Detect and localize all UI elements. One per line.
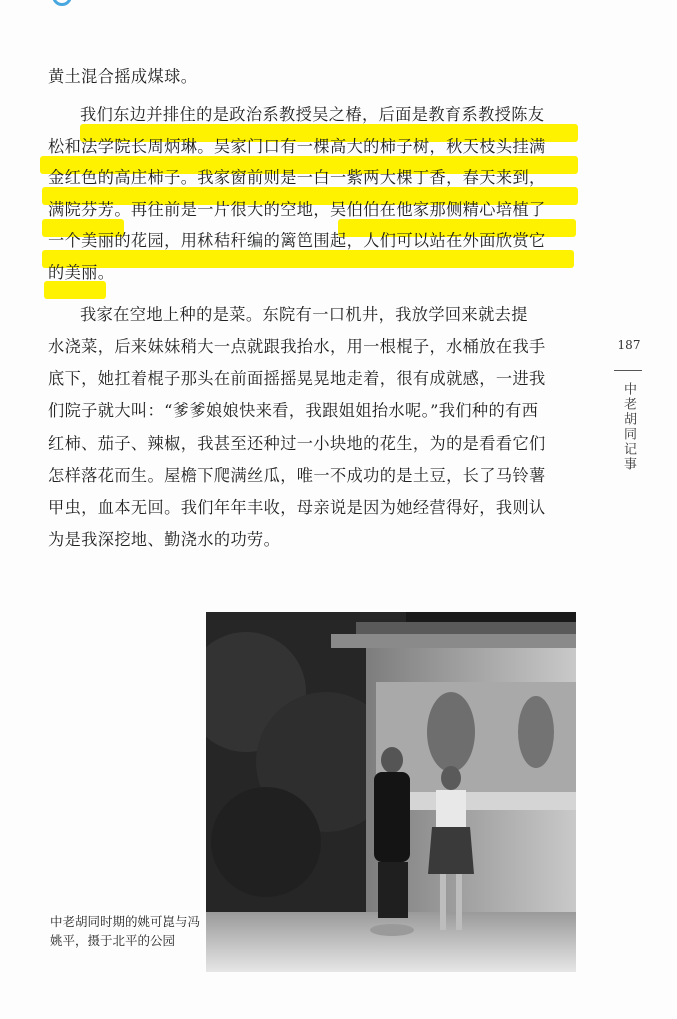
side-divider [614,370,642,371]
text-line: 松和法学院长周炳琳。吴家门口有一棵高大的柿子树，秋天枝头挂满 [48,137,546,156]
text-line: 底下，她扛着棍子那头在前面摇摇晃晃地走着，很有成就感，一进我 [48,369,546,388]
photo-illustration [206,612,576,972]
text-line: 甲虫，血本无回。我们年年丰收，母亲说是因为她经营得好，我则认 [48,498,546,517]
text-line: 我们东边并排住的是政治系教授吴之椿，后面是教育系教授陈友 [80,105,545,124]
text-line: 满院芬芳。再往前是一片很大的空地，吴伯伯在他家那侧精心培植了 [48,200,546,219]
circle-mark-icon [52,0,72,6]
text-line: 红柿、茄子、辣椒，我甚至还种过一小块地的花生，为的是看看它们 [48,434,546,453]
text-line: 水浇菜，后来妹妹稍大一点就跟我抬水，用一根棍子，水桶放在我手 [48,337,546,356]
text-line: 的美丽。 [48,263,115,282]
text-line: 们院子就大叫：“爹爹娘娘快来看，我跟姐姐抬水呢。”我们种的有西 [48,401,539,420]
running-title: 中老胡同记事 [621,382,636,472]
text-line: 一个美丽的花园，用秫秸秆编的篱笆围起，人们可以站在外面欣赏它 [48,231,546,250]
photo-caption: 中老胡同时期的姚可崑与冯姚平，摄于北平的公园 [50,914,201,948]
text-line: 我家在空地上种的是菜。东院有一口机井，我放学回来就去提 [80,305,528,324]
page-number: 187 [617,338,641,352]
text-line: 金红色的高庄柿子。我家窗前则是一白一紫两大棵丁香，春天来到， [48,168,546,187]
text-line: 黄土混合摇成煤球。 [48,67,198,86]
historic-photo [206,612,576,972]
text-line: 为是我深挖地、勤浇水的功劳。 [48,530,281,549]
text-line: 怎样落花而生。屋檐下爬满丝瓜，唯一不成功的是土豆，长了马铃薯 [48,466,546,485]
